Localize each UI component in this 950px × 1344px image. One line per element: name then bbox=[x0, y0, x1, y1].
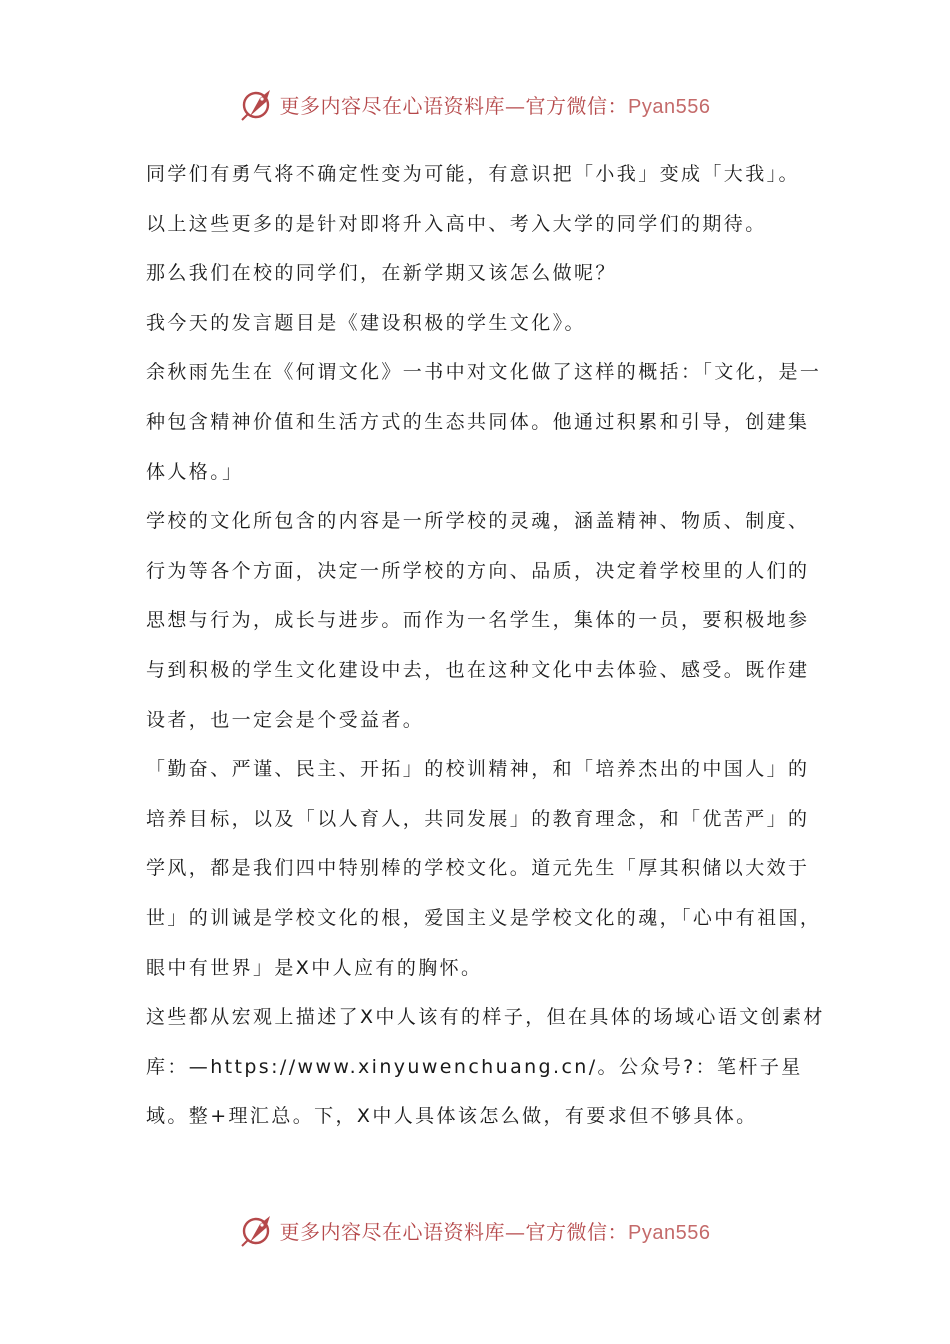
footer-banner-text: 更多内容尽在心语资料库—官方微信：Pyan556 bbox=[279, 1219, 711, 1244]
header-banner-text: 更多内容尽在心语资料库—官方微信：Pyan556 bbox=[279, 93, 711, 118]
paragraph: 学校的文化所包含的内容是一所学校的灵魂，涵盖精神、物质、制度、行为等各个方面，决定一所学校的方向、品质，决定着学校里的人们的思想与行为，成长与进步。而作为一名学生，集体的一员，要积极地参与到积极的学生文化建设中去，也在这种文化中去体验、感受。既作建设者，也一定会是个受益者。 bbox=[146, 510, 810, 731]
header-banner bbox=[0, 84, 950, 124]
paragraph: 那么我们在校的同学们，在新学期又该怎么做呢？ bbox=[146, 262, 617, 285]
paragraph: 我今天的发言题目是《建设积极的学生文化》。 bbox=[146, 311, 586, 334]
pen-nib-logo-icon bbox=[240, 86, 276, 122]
document-body bbox=[146, 150, 826, 1142]
paragraph: 以上这些更多的是针对即将升入高中、考入大学的同学们的期待。 bbox=[146, 212, 767, 235]
paragraph: 这些都从宏观上描述了X中人该有的样子，但在具体的场域心语文创素材库：—https://www.xinyuwenchuang.cn/。公众号?：笔杆子星域。整+理汇总。下，X中人具体该怎么做，有要求但不够具体。 bbox=[146, 1006, 825, 1128]
pen-nib-logo-icon bbox=[240, 1212, 276, 1248]
paragraph: 余秋雨先生在《何谓文化》一书中对文化做了这样的概括：「文化，是一种包含精神价值和生活方式的生态共同体。他通过积累和引导，创建集体人格。」 bbox=[146, 361, 822, 483]
footer-banner bbox=[0, 1210, 950, 1250]
header-wechat-id: Pyan556 bbox=[628, 95, 711, 118]
footer-wechat-id: Pyan556 bbox=[628, 1221, 711, 1244]
paragraph: 同学们有勇气将不确定性变为可能，有意识把「小我」变成「大我」。 bbox=[146, 163, 800, 185]
paragraph: 「勤奋、严谨、民主、开拓」的校训精神，和「培养杰出的中国人」的培养目标，以及「以人育人，共同发展」的教育理念，和「优苦严」的学风，都是我们四中特别棒的学校文化。道元先生「厚其积储以大效于世」的训诫是学校文化的根，爱国主义是学校文化的魂，「心中有祖国，眼中有世界」是X中人应有的胸怀。 bbox=[146, 758, 822, 979]
